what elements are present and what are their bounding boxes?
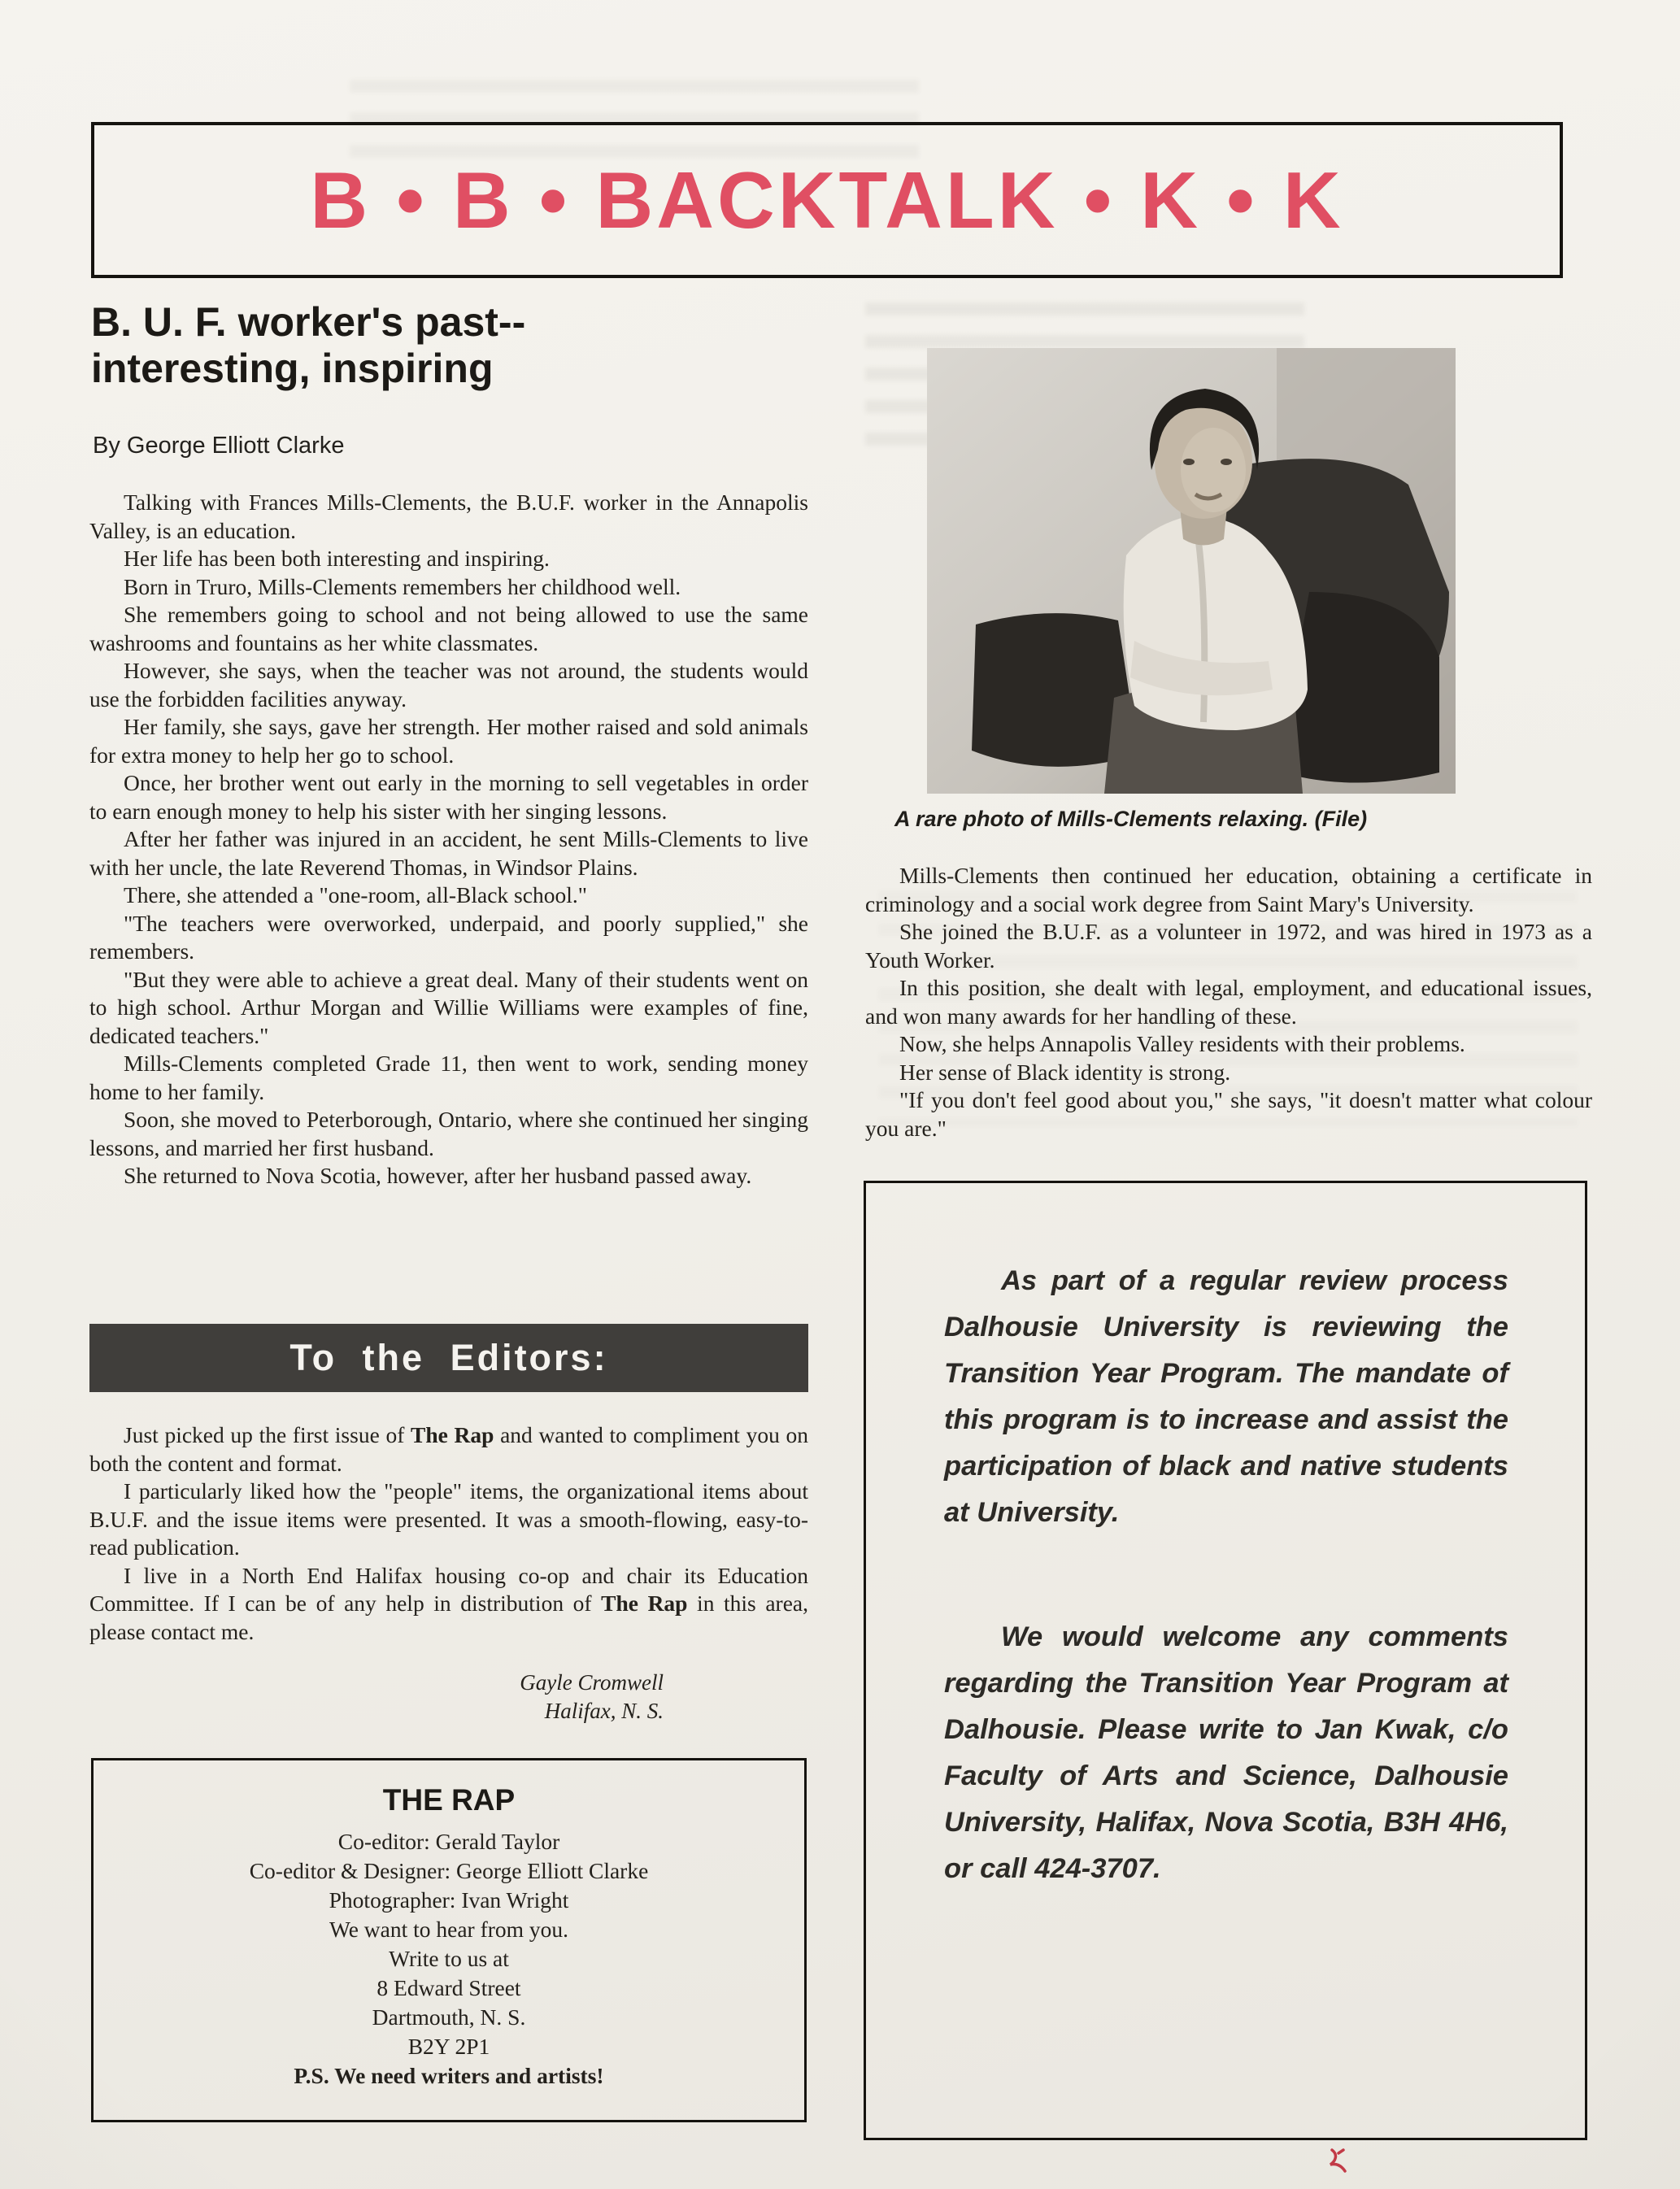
article-paragraph: Her sense of Black identity is strong.: [899, 1059, 1231, 1085]
article-paragraph: She joined the B.U.F. as a volunteer in 1972, and was hired in 1973 as a Youth Worker.: [865, 919, 1592, 973]
photo-caption: A rare photo of Mills-Clements relaxing. (File): [894, 807, 1368, 831]
article-paragraph: Born in Truro, Mills-Clements remembers her childhood well.: [124, 573, 681, 599]
red-pen-mark: [1327, 2148, 1348, 2173]
letter-paragraph: Just picked up the first issue of The Rap and wanted to compliment you on both the content and format.: [89, 1422, 808, 1476]
article-byline: By George Elliott Clarke: [93, 433, 345, 459]
rap-title: THE RAP: [382, 1783, 516, 1817]
headline-line-2: interesting, inspiring: [91, 345, 494, 391]
rap-credit-lines: [94, 1827, 804, 2091]
article-continued: [865, 862, 1592, 1142]
rap-credit-line: 8 Edward Street: [376, 1975, 521, 2000]
article-paragraph: "If you don't feel good about you," she says, "it doesn't matter what colour you are.": [865, 1087, 1592, 1141]
article-paragraph: "But they were able to achieve a great deal. Many of their students went on to high school. Arthur Morgan and Willie Williams were examples of fine, dedicated teachers.": [89, 966, 808, 1048]
letter-signature-name: Gayle Cromwell: [520, 1670, 664, 1695]
rap-credit-line: Co-editor: Gerald Taylor: [337, 1829, 560, 1854]
masthead-title: B • B • BACKTALK • K • K: [310, 154, 1344, 245]
article-paragraph: In this position, she dealt with legal, employment, and educational issues, and won many awards for her handling of these.: [865, 975, 1592, 1029]
rap-credit-line: Photographer: Ivan Wright: [329, 1887, 569, 1913]
letter-paragraph: I live in a North End Halifax housing co-op and chair its Education Committee. If I can be of any help in distribution of The Rap in this area, please contact me.: [89, 1562, 808, 1644]
article-paragraph: There, she attended a "one-room, all-Black school.": [124, 882, 587, 907]
letter-paragraph: I particularly liked how the "people" items, the organizational items about B.U.F. and the issue items were presented. It was a smooth-flowing, easy-to-read publication.: [89, 1478, 808, 1560]
masthead-banner: [91, 122, 1563, 278]
article-paragraph: However, she says, when the teacher was not around, the students would use the forbidden facilities anyway.: [89, 658, 808, 712]
article-paragraph: Now, she helps Annapolis Valley residents with their problems.: [899, 1031, 1465, 1056]
article-paragraph: Her family, she says, gave her strength. Her mother raised and sold animals for extra money to help her go to school.: [89, 714, 808, 768]
headline-line-1: B. U. F. worker's past--: [91, 299, 526, 345]
article-paragraph: Soon, she moved to Peterborough, Ontario, where she continued her singing lessons, and married her first husband.: [89, 1107, 808, 1160]
rap-credit-line: P.S. We need writers and artists!: [294, 2063, 604, 2088]
editors-heading: To the Editors:: [289, 1337, 608, 1378]
rap-credits-box: [91, 1758, 807, 2122]
transition-notice-box: [864, 1181, 1587, 2140]
article-headline: [91, 299, 831, 391]
portrait-photo: [927, 348, 1456, 794]
rap-credit-line: B2Y 2P1: [407, 2034, 490, 2059]
article-paragraph: "The teachers were overworked, underpaid, and poorly supplied," she remembers.: [89, 910, 808, 964]
article-paragraph: Her life has been both interesting and inspiring.: [124, 546, 550, 571]
article-paragraph: Mills-Clements then continued her education, obtaining a certificate in criminology and a social work degree from Saint Mary's University.: [865, 863, 1592, 916]
article-paragraph: Once, her brother went out early in the morning to sell vegetables in order to earn enough money to help his sister with her singing lessons.: [89, 770, 808, 824]
article-body: [89, 489, 808, 1190]
rap-credit-line: Write to us at: [389, 1946, 509, 1971]
article-paragraph: She returned to Nova Scotia, however, after her husband passed away.: [124, 1163, 752, 1188]
article-paragraph: After her father was injured in an accident, he sent Mills-Clements to live with her uncle, the late Reverend Thomas, in Windsor Plains.: [89, 826, 808, 880]
article-paragraph: Mills-Clements completed Grade 11, then went to work, sending money home to her family.: [89, 1051, 808, 1104]
rap-credit-line: Dartmouth, N. S.: [372, 2004, 526, 2030]
rap-credit-line: We want to hear from you.: [329, 1917, 569, 1942]
letter-body: [89, 1421, 808, 1646]
rap-credit-line: Co-editor & Designer: George Elliott Clarke: [249, 1858, 649, 1883]
notice-paragraph: As part of a regular review process Dalhousie University is reviewing the Transition Year Program. The mandate of this program is to increase and assist the participation of black and native students at University.: [944, 1265, 1508, 1528]
notice-paragraph: We would welcome any comments regarding the Transition Year Program at Dalhousie. Please write to Jan Kwak, c/o Faculty of Arts and Science, Dalhousie University, Halifax, Nova Scotia, B3H 4H6, or call 424-3707.: [944, 1621, 1508, 1884]
letter-signature-place: Halifax, N. S.: [544, 1699, 664, 1723]
letter-signature: [89, 1669, 664, 1726]
article-paragraph: Talking with Frances Mills-Clements, the B.U.F. worker in the Annapolis Valley, is an education.: [89, 490, 808, 543]
editors-heading-bar: [89, 1324, 808, 1392]
article-paragraph: She remembers going to school and not being allowed to use the same washrooms and fountains as her white classmates.: [89, 602, 808, 655]
